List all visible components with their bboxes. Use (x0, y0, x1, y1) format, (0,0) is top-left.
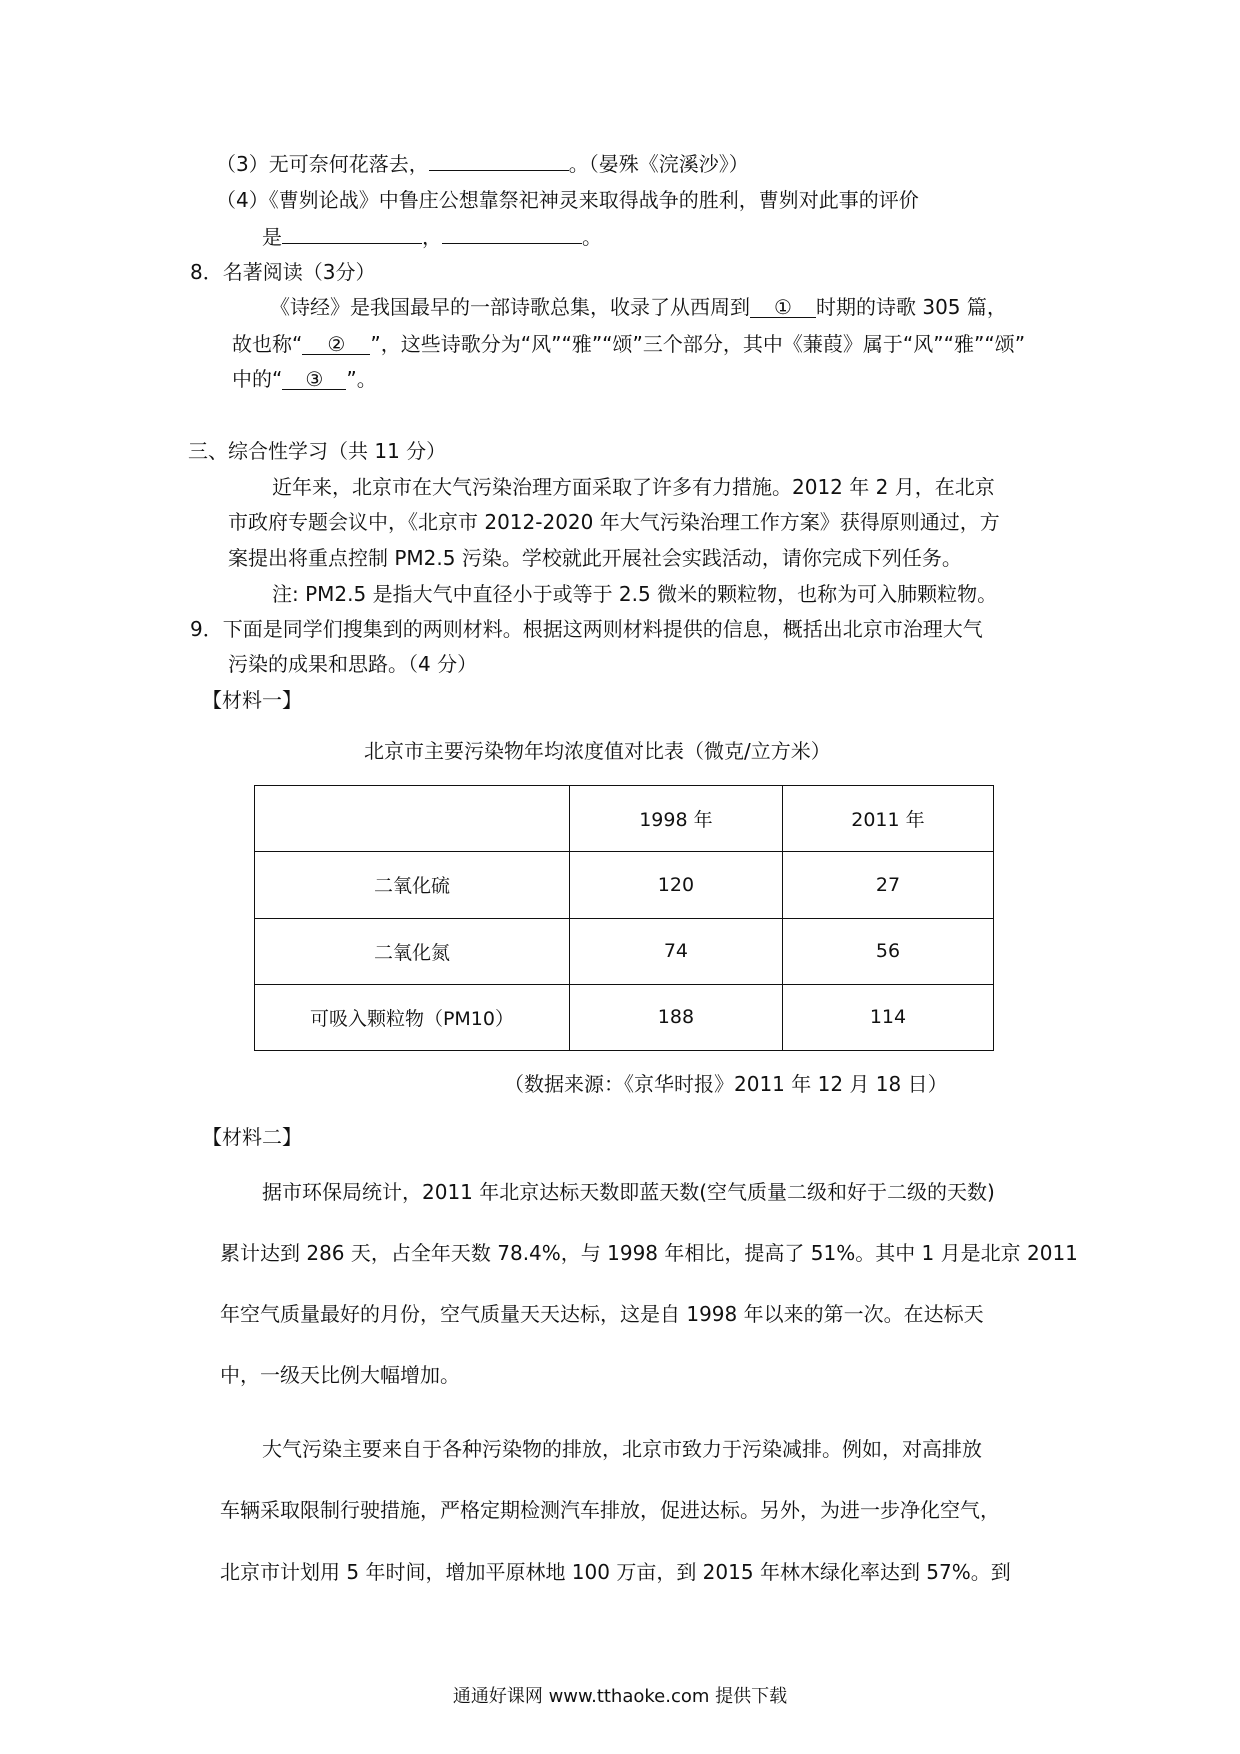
table-header-row (255, 786, 994, 852)
table-cell: 74 (569, 918, 782, 984)
table-cell: 114 (782, 984, 993, 1050)
data-source: （数据来源：《京华时报》2011 年 12 月 18 日） (504, 1072, 948, 1096)
table-title: 北京市主要污染物年均浓度值对比表（微克/立方米） (364, 739, 831, 763)
section-para-line: 市政府专题会议中，《北京市 2012-2020 年大气污染治理工作方案》获得原则通过，方 (228, 510, 1000, 534)
q7-item4-line1: （4）《曹刿论战》中鲁庄公想靠祭祀神灵来取得战争的胜利，曹刿对此事的评价 (216, 188, 919, 212)
q7-item4-line2: 是 ， 。 (262, 225, 602, 249)
material2-line: 中，一级天比例大幅增加。 (220, 1363, 460, 1387)
material2-line: 北京市计划用 5 年时间，增加平原林地 100 万亩，到 2015 年林木绿化率达到 57%。到 (220, 1560, 1011, 1584)
answer-blank (442, 223, 582, 244)
q7-item3: （3）无可奈何花落去， 。（晏殊《浣溪沙》） (216, 152, 749, 176)
section-note: 注: PM2.5 是指大气中直径小于或等于 2.5 微米的颗粒物，也称为可入肺颗粒物。 (272, 582, 998, 606)
table-row (255, 852, 994, 918)
material2-line: 据市环保局统计，2011 年北京达标天数即蓝天数(空气质量二级和好于二级的天数) (262, 1180, 995, 1204)
q9-line2: 污染的成果和思路。（4 分） (228, 652, 478, 676)
table-cell: 120 (569, 852, 782, 918)
q8-line3: 中的“ ③ ”。 (232, 367, 377, 391)
material2-line: 年空气质量最好的月份，空气质量天天达标，这是自 1998 年以来的第一次。在达标天 (220, 1302, 984, 1326)
section-heading: 三、综合性学习（共 11 分） (188, 439, 447, 463)
q8-line1: 《诗经》是我国最早的一部诗歌总集，收录了从西周到 ① 时期的诗歌 305 篇， (270, 295, 1007, 319)
material2-label: 【材料二】 (202, 1125, 302, 1149)
material1-label: 【材料一】 (202, 688, 302, 712)
answer-blank (429, 150, 569, 171)
table-cell: 27 (782, 852, 993, 918)
section-para-line: 近年来，北京市在大气污染治理方面采取了许多有力措施。2012 年 2 月，在北京 (272, 475, 995, 499)
answer-blank (282, 223, 422, 244)
fill-blank-2: ② (302, 332, 370, 355)
material2-line: 累计达到 286 天，占全年天数 78.4%，与 1998 年相比，提高了 51%。其中 1 月是北京 2011 (220, 1241, 1078, 1265)
pollutant-table (254, 785, 994, 1051)
fill-blank-3: ③ (282, 367, 346, 390)
table-cell: 56 (782, 918, 993, 984)
table-header-cell: 2011 年 (782, 786, 993, 852)
material2-line: 大气污染主要来自于各种污染物的排放，北京市致力于污染减排。例如，对高排放 (262, 1437, 982, 1461)
table-row (255, 918, 994, 984)
table-row (255, 984, 994, 1050)
table-header-cell: 1998 年 (569, 786, 782, 852)
table-cell: 188 (569, 984, 782, 1050)
q9-line1: 9．下面是同学们搜集到的两则材料。根据这两则材料提供的信息，概括出北京市治理大气 (190, 617, 983, 641)
q8-line2: 故也称“ ② ”，这些诗歌分为“风”“雅”“颂”三个部分，其中《蒹葭》属于“风”“雅”“颂” (232, 332, 1026, 356)
q8-title: 8．名著阅读（3分） (190, 260, 376, 284)
table-cell: 二氧化氮 (255, 918, 570, 984)
section-para-line: 案提出将重点控制 PM2.5 污染。学校就此开展社会实践活动，请你完成下列任务。 (228, 546, 962, 570)
fill-blank-1: ① (750, 295, 816, 318)
table-header-cell (255, 786, 570, 852)
table-cell: 可吸入颗粒物（PM10） (255, 984, 570, 1050)
page-footer: 通通好课网 www.tthaoke.com 提供下载 (452, 1686, 788, 1707)
material2-line: 车辆采取限制行驶措施，严格定期检测汽车排放，促进达标。另外，为进一步净化空气， (220, 1498, 1000, 1522)
table-cell: 二氧化硫 (255, 852, 570, 918)
